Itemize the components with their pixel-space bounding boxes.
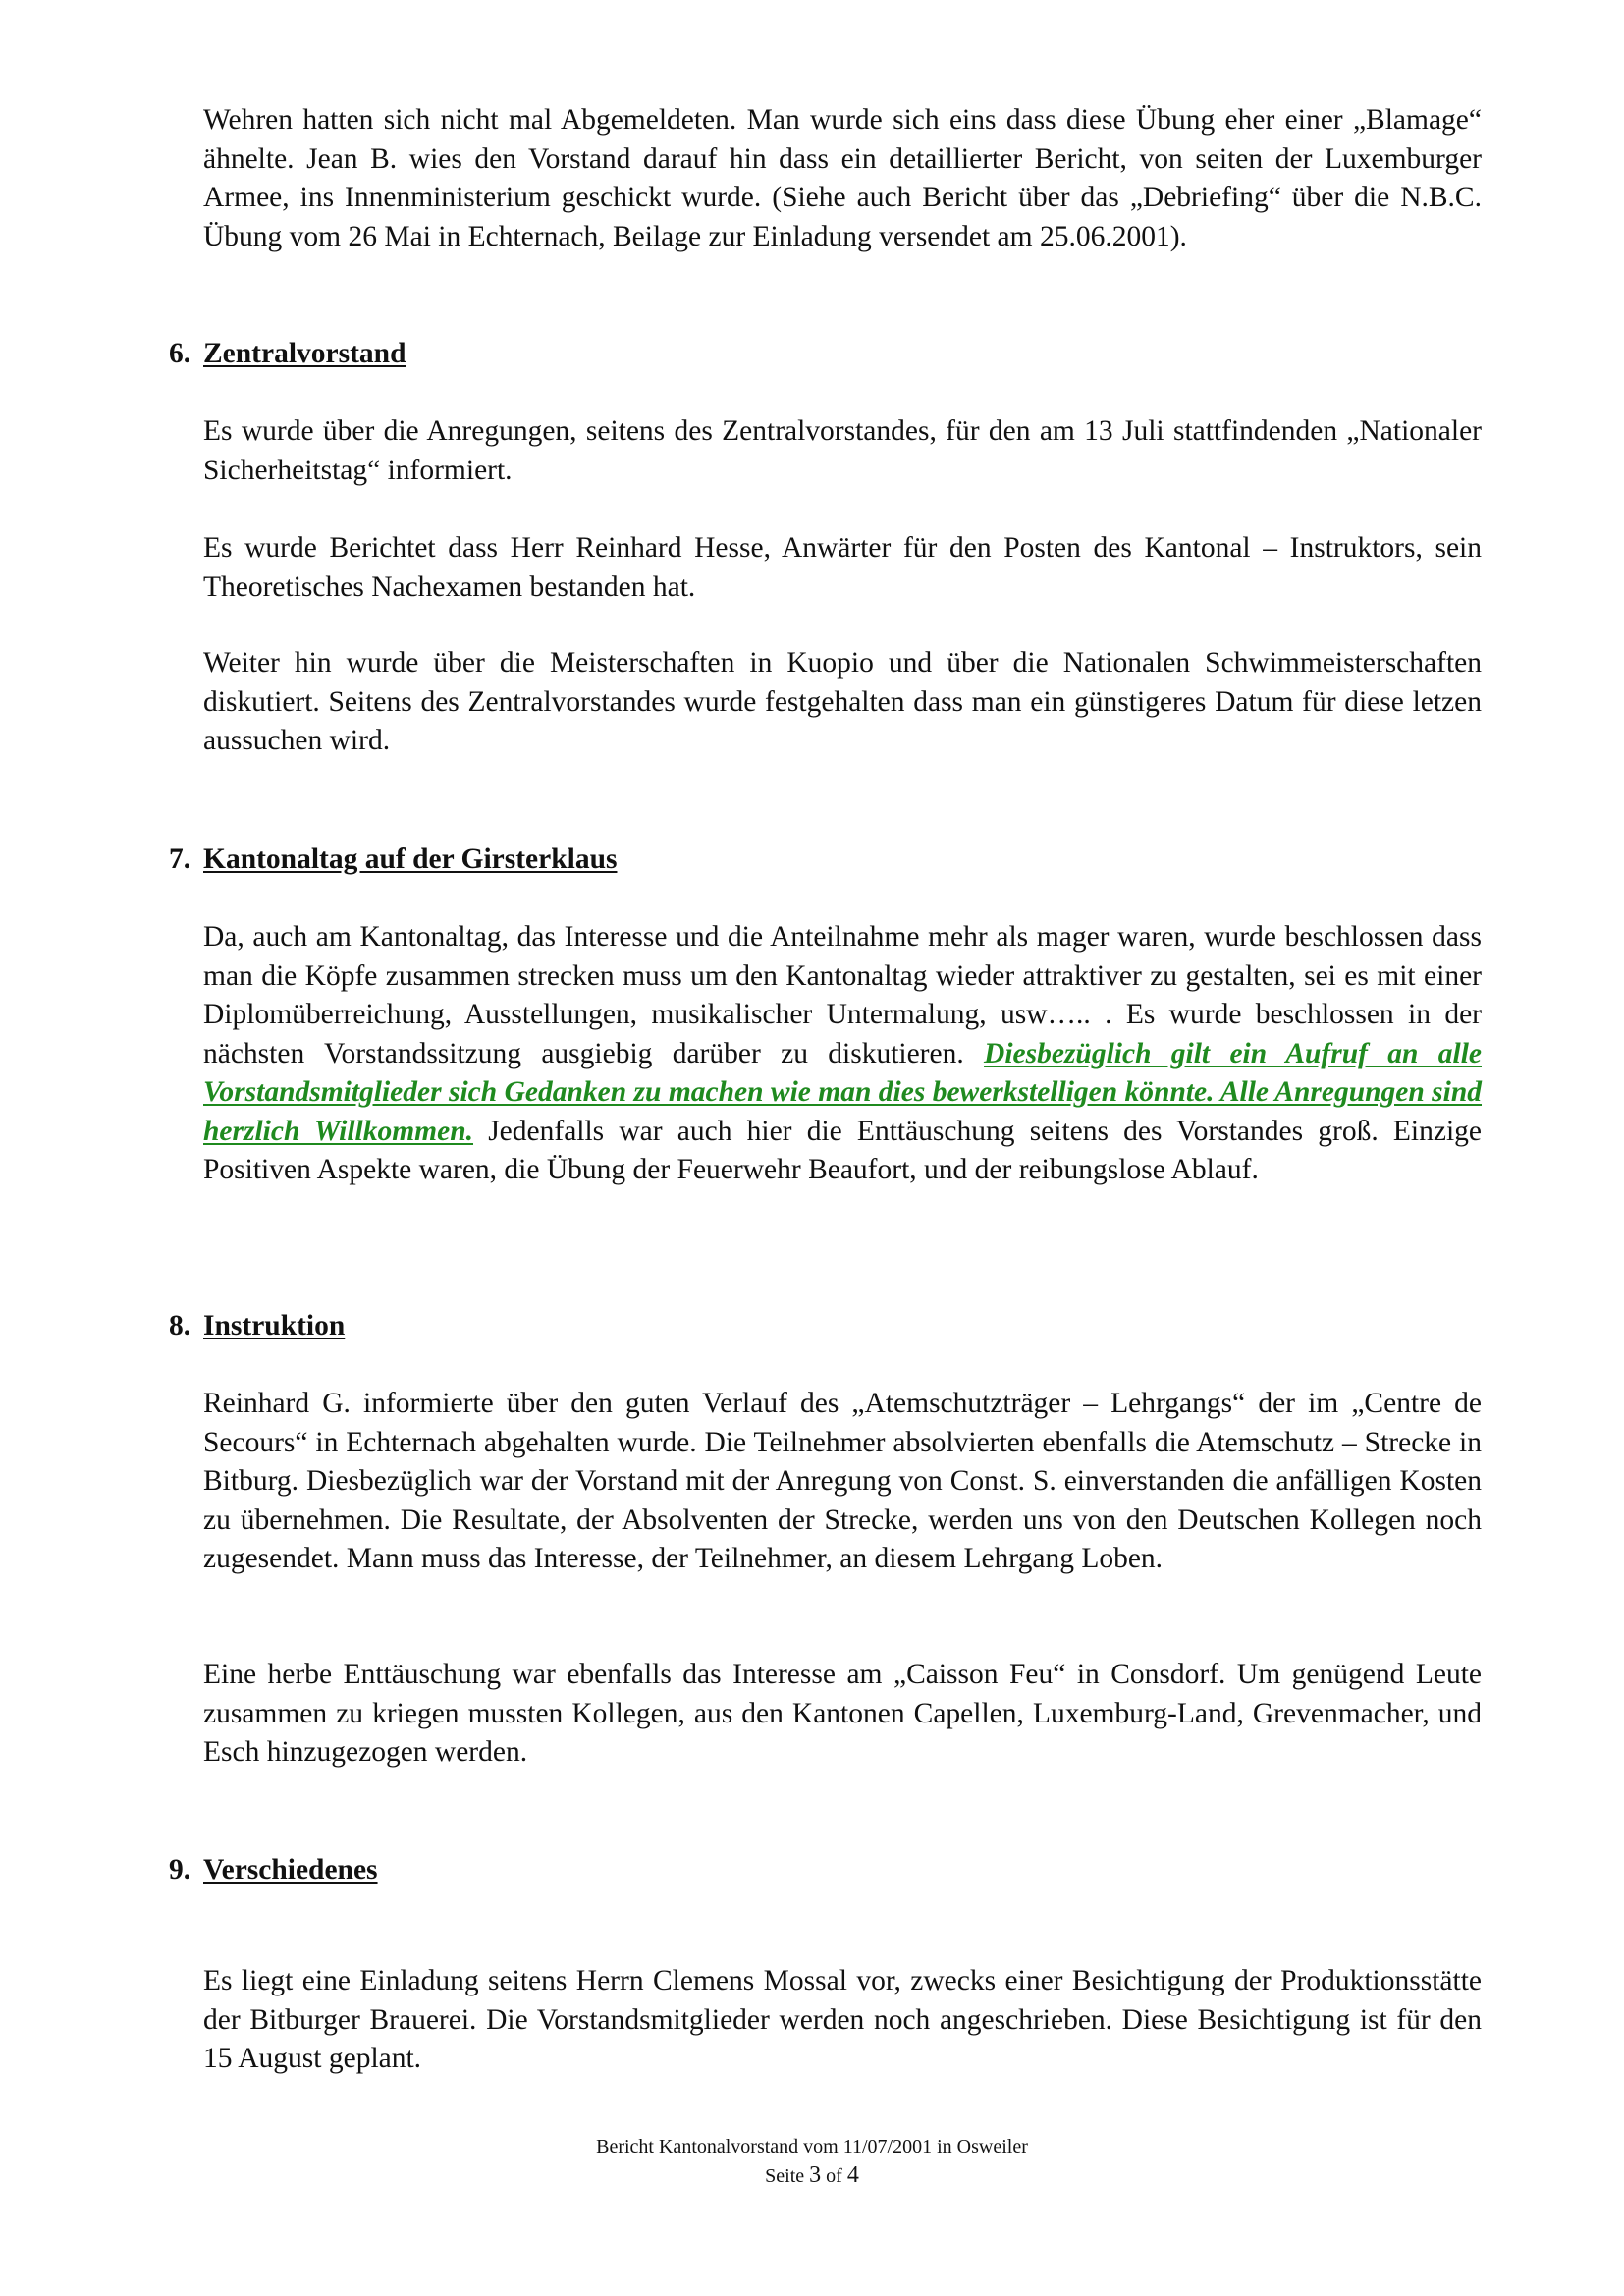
footer-current-page: 3 <box>809 2162 822 2188</box>
section-9-paragraph-1: Es liegt eine Einladung seitens Herrn Clemens Mossal vor, zwecks einer Besichtigung der Produktionsstätte der Bitburger Brauerei. Die Vorstandsmitglieder werden noch angeschrieben. Diese Besichtigung ist für den 15 August geplant. <box>203 1965 1482 2074</box>
section-7-paragraph-1 <box>203 918 1482 1190</box>
section-7-text-before: Da, auch am Kantonaltag, das Interesse und die Anteilnahme mehr als mager waren, wurde beschlossen dass man die Köpfe zusammen strecken muss um den Kantonaltag wieder attraktiver zu gestalten, sei es mit einer Diplomüberreichung, Ausstellungen, musikalischer Untermalung, usw….. . Es wurde beschlossen in der nächsten Vorstandssitzung ausgiebig darüber zu diskutieren. <box>203 921 1482 1069</box>
section-8-title: Instruktion <box>203 1310 346 1341</box>
section-8-paragraph-2: Eine herbe Enttäuschung war ebenfalls das Interesse am „Caisson Feu“ in Consdorf. Um genügend Leute zusammen zu kriegen mussten Kollegen, aus den Kantonen Capellen, Luxemburg-Land, Grevenmacher, und Esch hinzugezogen werden. <box>203 1659 1482 1768</box>
section-6-title: Zentralvorstand <box>203 338 406 369</box>
section-7-title: Kantonaltag auf der Girsterklaus <box>203 844 618 875</box>
section-6-paragraph-1: Es wurde über die Anregungen, seitens des Zentralvorstandes, für den am 13 Juli stattfindenden „Nationaler Sicherheitstag“ informiert. <box>203 415 1482 486</box>
section-7-heading <box>169 841 617 880</box>
footer-report-title: Bericht Kantonalvorstand vom 11/07/2001 in Osweiler <box>596 2136 1028 2158</box>
section-6-heading <box>169 335 406 374</box>
footer-total-pages: 4 <box>846 2162 859 2188</box>
footer-page-number <box>0 2161 1624 2190</box>
section-9-heading <box>169 1851 378 1890</box>
footer-of-label: of <box>826 2165 842 2187</box>
section-7-number: 7. <box>169 844 191 875</box>
section-8-heading <box>169 1307 345 1346</box>
section-6-number: 6. <box>169 338 191 369</box>
section-6-paragraph-2: Es wurde Berichtet dass Herr Reinhard Hesse, Anwärter für den Posten des Kantonal – Instruktors, sein Theoretisches Nachexamen bestanden hat. <box>203 532 1482 603</box>
intro-paragraph: Wehren hatten sich nicht mal Abgemeldeten. Man wurde sich eins dass diese Übung eher einer „Blamage“ ähnelte. Jean B. wies den Vorstand darauf hin dass ein detaillierter Bericht, von seiten der Luxemburger Armee, ins Innenministerium geschickt wurde. (Siehe auch Bericht über das „Debriefing“ über die N.B.C. Übung vom 26 Mai in Echternach, Beilage zur Einladung versendet am 25.06.2001). <box>203 104 1482 252</box>
section-8-paragraph-1: Reinhard G. informierte über den guten Verlauf des „Atemschutzträger – Lehrgangs“ der im „Centre de Secours“ in Echternach abgehalten wurde. Die Teilnehmer absolvierten ebenfalls die Atemschutz – Strecke in Bitburg. Diesbezüglich war der Vorstand mit der Anregung von Const. S. einverstanden die anfälligen Kosten zu übernehmen. Die Resultate, der Absolventen der Strecke, werden uns von den Deutschen Kollegen noch zugesendet. Mann muss das Interesse, der Teilnehmer, an diesem Lehrgang Loben. <box>203 1388 1482 1574</box>
footer-page-label: Seite <box>765 2165 805 2187</box>
section-7-text-after: Jedenfalls war auch hier die Enttäuschung seitens des Vorstandes groß. Einzige Positiven Aspekte waren, die Übung der Feuerwehr Beaufort, und der reibungslose Ablauf. <box>203 1115 1483 1185</box>
section-8-number: 8. <box>169 1310 191 1341</box>
section-9-number: 9. <box>169 1854 191 1886</box>
section-9-title: Verschiedenes <box>203 1854 378 1886</box>
section-6-paragraph-3: Weiter hin wurde über die Meisterschaften in Kuopio und über die Nationalen Schwimmeisterschaften diskutiert. Seitens des Zentralvorstandes wurde festgehalten dass man ein günstigeres Datum für diese letzen aussuchen wird. <box>203 647 1482 756</box>
section-7-highlighted-appeal: Diesbezüglich gilt ein Aufruf an alle Vorstandsmitglieder sich Gedanken zu machen wie man dies bewerkstelligen könnte. Alle Anregungen sind herzlich Willkommen. <box>203 1037 1482 1147</box>
